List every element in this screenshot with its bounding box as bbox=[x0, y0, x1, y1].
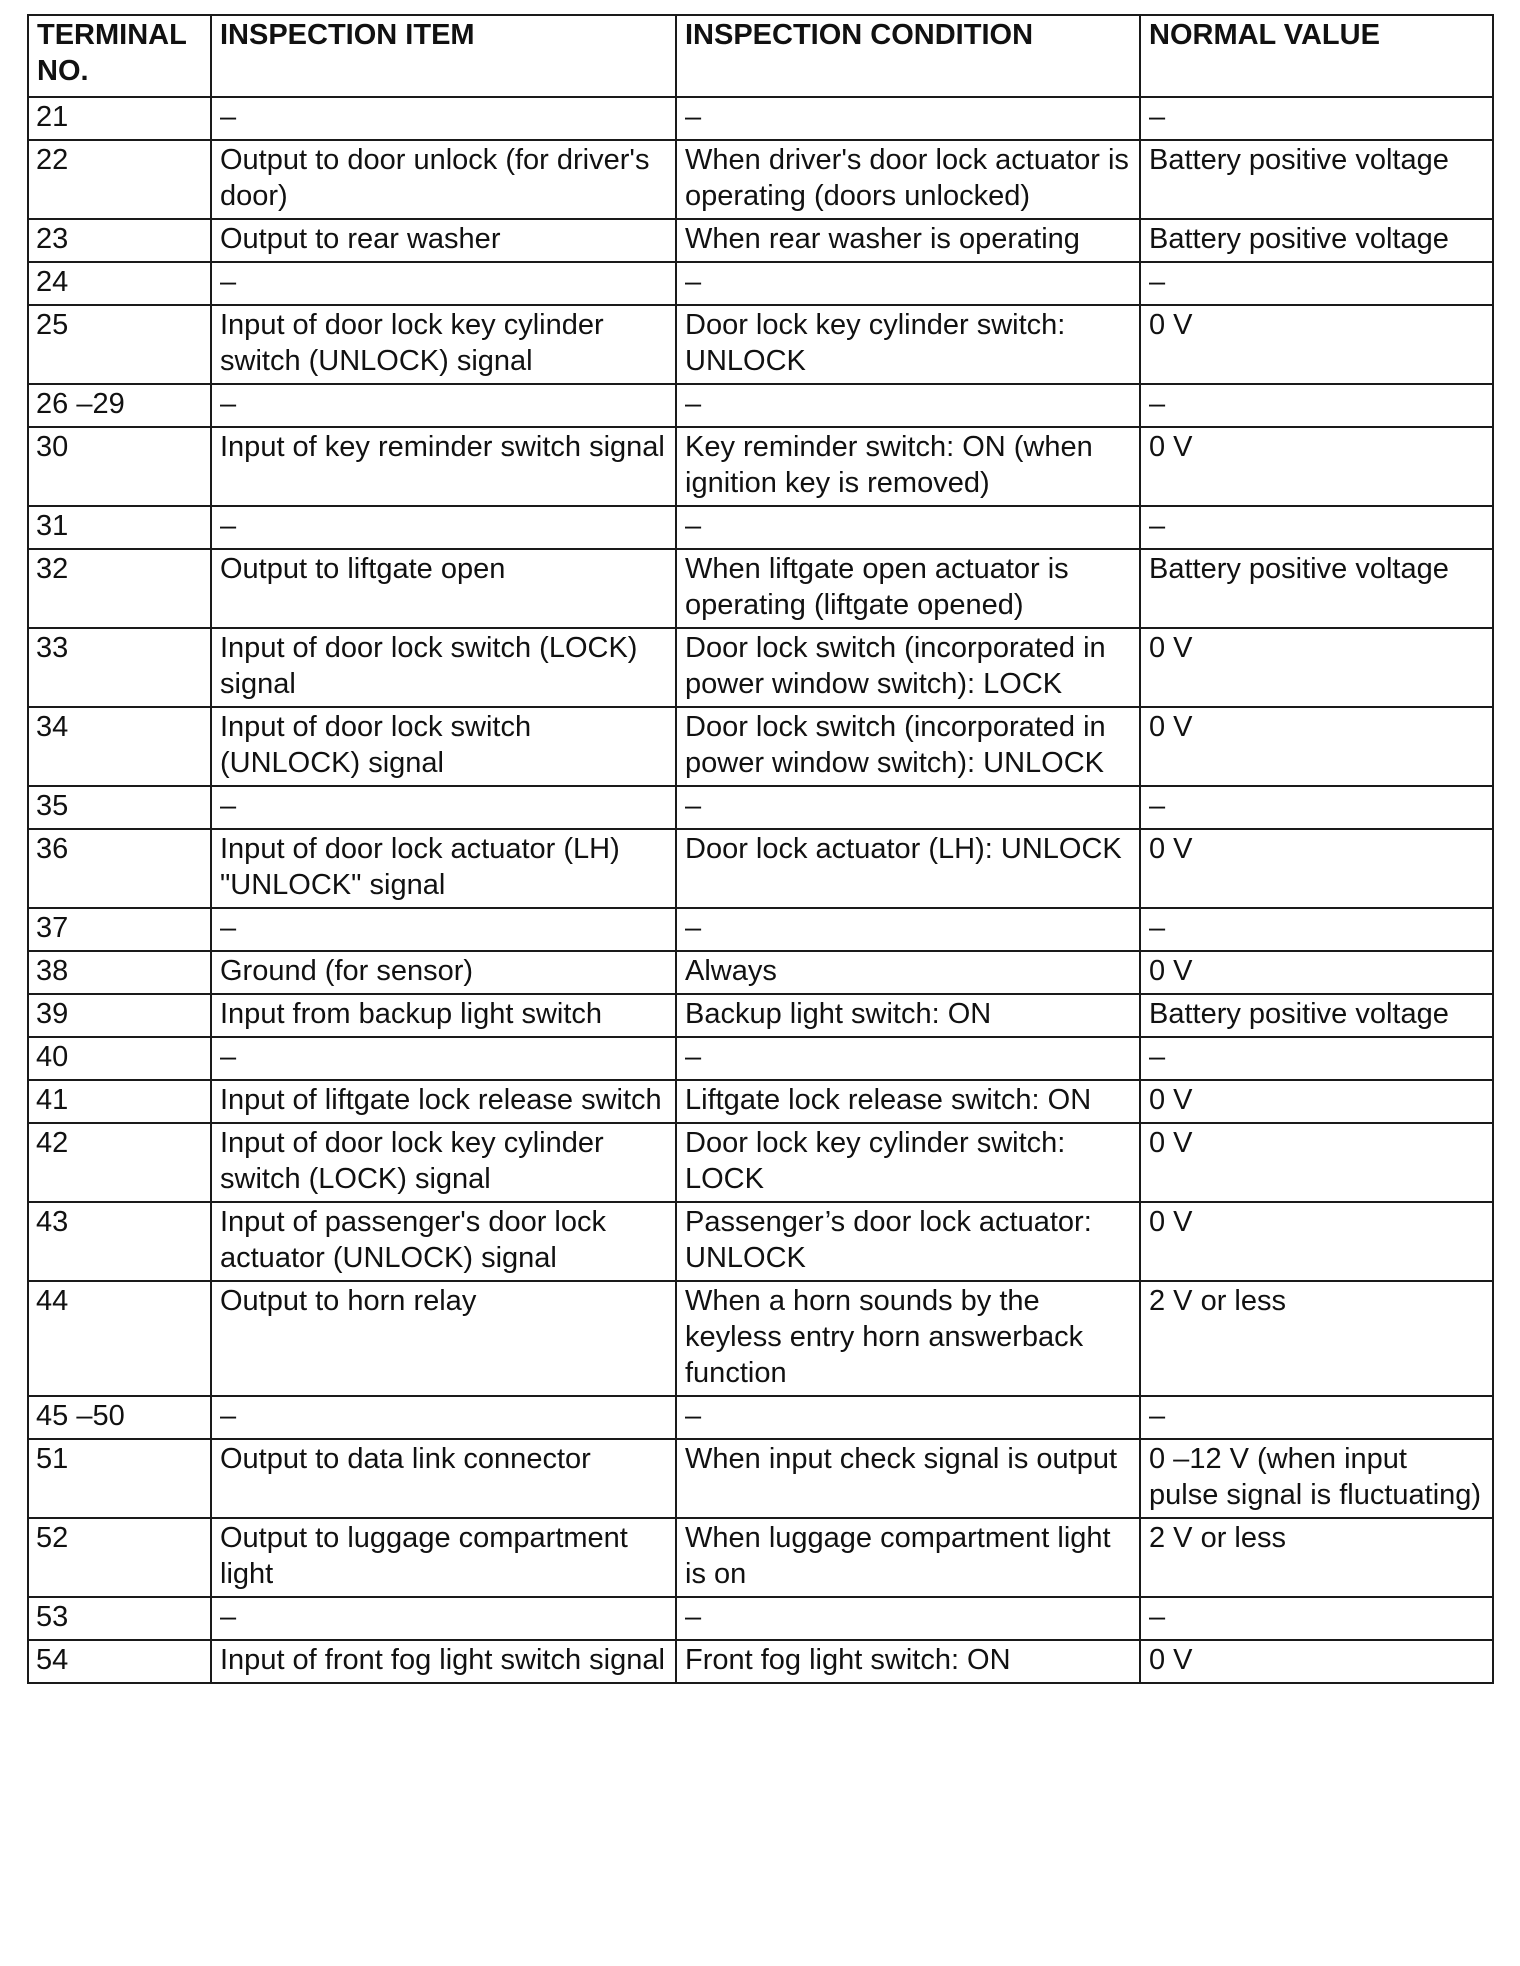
table-body bbox=[28, 97, 1493, 1683]
cell-terminal-no: 31 bbox=[28, 506, 211, 549]
cell-normal-value: 0 V bbox=[1140, 707, 1493, 786]
cell-terminal-no: 52 bbox=[28, 1518, 211, 1597]
cell-inspection-condition: Door lock key cylinder switch: UNLOCK bbox=[676, 305, 1140, 384]
cell-inspection-item: – bbox=[211, 506, 676, 549]
cell-normal-value: – bbox=[1140, 908, 1493, 951]
cell-inspection-condition: Backup light switch: ON bbox=[676, 994, 1140, 1037]
cell-inspection-condition: – bbox=[676, 1396, 1140, 1439]
cell-inspection-condition: Door lock switch (incorporated in power window switch): UNLOCK bbox=[676, 707, 1140, 786]
cell-inspection-condition: Liftgate lock release switch: ON bbox=[676, 1080, 1140, 1123]
cell-normal-value: – bbox=[1140, 384, 1493, 427]
header-normal-value: NORMAL VALUE bbox=[1140, 15, 1493, 97]
cell-terminal-no: 35 bbox=[28, 786, 211, 829]
cell-inspection-condition: Passenger’s door lock actuator: UNLOCK bbox=[676, 1202, 1140, 1281]
cell-inspection-item: Output to door unlock (for driver's door) bbox=[211, 140, 676, 219]
cell-normal-value: 0 V bbox=[1140, 951, 1493, 994]
inspection-table-wrapper bbox=[27, 14, 1492, 1684]
table-row bbox=[28, 1518, 1493, 1597]
cell-normal-value: 0 V bbox=[1140, 1202, 1493, 1281]
cell-inspection-condition: – bbox=[676, 384, 1140, 427]
cell-terminal-no: 26 –29 bbox=[28, 384, 211, 427]
cell-inspection-condition: When rear washer is operating bbox=[676, 219, 1140, 262]
cell-inspection-item: Input of door lock key cylinder switch (LOCK) signal bbox=[211, 1123, 676, 1202]
cell-inspection-condition: When driver's door lock actuator is operating (doors unlocked) bbox=[676, 140, 1140, 219]
cell-inspection-item: – bbox=[211, 1037, 676, 1080]
cell-inspection-condition: – bbox=[676, 1597, 1140, 1640]
cell-inspection-item: – bbox=[211, 384, 676, 427]
cell-terminal-no: 34 bbox=[28, 707, 211, 786]
cell-terminal-no: 38 bbox=[28, 951, 211, 994]
cell-terminal-no: 41 bbox=[28, 1080, 211, 1123]
cell-inspection-condition: – bbox=[676, 97, 1140, 140]
cell-inspection-item: Output to liftgate open bbox=[211, 549, 676, 628]
table-row bbox=[28, 219, 1493, 262]
cell-normal-value: – bbox=[1140, 1396, 1493, 1439]
cell-normal-value: – bbox=[1140, 506, 1493, 549]
cell-inspection-item: – bbox=[211, 908, 676, 951]
table-row bbox=[28, 994, 1493, 1037]
cell-inspection-condition: – bbox=[676, 1037, 1140, 1080]
cell-normal-value: – bbox=[1140, 1597, 1493, 1640]
table-row bbox=[28, 1597, 1493, 1640]
cell-inspection-condition: When input check signal is output bbox=[676, 1439, 1140, 1518]
table-row bbox=[28, 1640, 1493, 1683]
table-row bbox=[28, 506, 1493, 549]
cell-inspection-condition: Always bbox=[676, 951, 1140, 994]
cell-normal-value: – bbox=[1140, 262, 1493, 305]
cell-normal-value: 0 V bbox=[1140, 1080, 1493, 1123]
cell-inspection-item: Ground (for sensor) bbox=[211, 951, 676, 994]
cell-inspection-item: – bbox=[211, 262, 676, 305]
cell-inspection-item: Output to rear washer bbox=[211, 219, 676, 262]
cell-normal-value: – bbox=[1140, 786, 1493, 829]
table-row bbox=[28, 262, 1493, 305]
header-row bbox=[28, 15, 1493, 97]
cell-terminal-no: 53 bbox=[28, 1597, 211, 1640]
cell-normal-value: 0 –12 V (when input pulse signal is fluctuating) bbox=[1140, 1439, 1493, 1518]
table-row bbox=[28, 140, 1493, 219]
cell-normal-value: Battery positive voltage bbox=[1140, 140, 1493, 219]
cell-terminal-no: 42 bbox=[28, 1123, 211, 1202]
cell-inspection-condition: Door lock switch (incorporated in power window switch): LOCK bbox=[676, 628, 1140, 707]
cell-inspection-condition: When luggage compartment light is on bbox=[676, 1518, 1140, 1597]
cell-inspection-item: Input of door lock switch (LOCK) signal bbox=[211, 628, 676, 707]
table-row bbox=[28, 1281, 1493, 1396]
cell-terminal-no: 25 bbox=[28, 305, 211, 384]
cell-terminal-no: 39 bbox=[28, 994, 211, 1037]
cell-terminal-no: 22 bbox=[28, 140, 211, 219]
cell-normal-value: 2 V or less bbox=[1140, 1518, 1493, 1597]
cell-terminal-no: 43 bbox=[28, 1202, 211, 1281]
cell-inspection-condition: – bbox=[676, 262, 1140, 305]
cell-terminal-no: 30 bbox=[28, 427, 211, 506]
cell-inspection-item: Input of key reminder switch signal bbox=[211, 427, 676, 506]
table-row bbox=[28, 549, 1493, 628]
cell-inspection-condition: When a horn sounds by the keyless entry horn answerback function bbox=[676, 1281, 1140, 1396]
cell-inspection-item: Output to luggage compartment light bbox=[211, 1518, 676, 1597]
table-row bbox=[28, 829, 1493, 908]
cell-inspection-condition: – bbox=[676, 506, 1140, 549]
cell-inspection-item: Output to data link connector bbox=[211, 1439, 676, 1518]
header-inspection-item: INSPECTION ITEM bbox=[211, 15, 676, 97]
table-row bbox=[28, 1396, 1493, 1439]
cell-normal-value: 2 V or less bbox=[1140, 1281, 1493, 1396]
table-header bbox=[28, 15, 1493, 97]
cell-normal-value: 0 V bbox=[1140, 305, 1493, 384]
cell-terminal-no: 24 bbox=[28, 262, 211, 305]
cell-normal-value: Battery positive voltage bbox=[1140, 549, 1493, 628]
cell-inspection-item: – bbox=[211, 97, 676, 140]
table-row bbox=[28, 908, 1493, 951]
cell-normal-value: 0 V bbox=[1140, 628, 1493, 707]
cell-normal-value: – bbox=[1140, 1037, 1493, 1080]
cell-normal-value: 0 V bbox=[1140, 1640, 1493, 1683]
table-row bbox=[28, 1123, 1493, 1202]
cell-inspection-item: – bbox=[211, 1396, 676, 1439]
cell-terminal-no: 33 bbox=[28, 628, 211, 707]
table-row bbox=[28, 628, 1493, 707]
cell-terminal-no: 51 bbox=[28, 1439, 211, 1518]
table-row bbox=[28, 305, 1493, 384]
cell-inspection-item: – bbox=[211, 1597, 676, 1640]
cell-normal-value: 0 V bbox=[1140, 427, 1493, 506]
table-row bbox=[28, 951, 1493, 994]
table-row bbox=[28, 97, 1493, 140]
table-row bbox=[28, 1202, 1493, 1281]
cell-inspection-item: Input of door lock key cylinder switch (UNLOCK) signal bbox=[211, 305, 676, 384]
cell-terminal-no: 45 –50 bbox=[28, 1396, 211, 1439]
table-row bbox=[28, 1439, 1493, 1518]
cell-normal-value: Battery positive voltage bbox=[1140, 219, 1493, 262]
table-row bbox=[28, 1080, 1493, 1123]
cell-inspection-item: – bbox=[211, 786, 676, 829]
cell-inspection-condition: When liftgate open actuator is operating (liftgate opened) bbox=[676, 549, 1140, 628]
cell-terminal-no: 54 bbox=[28, 1640, 211, 1683]
table-row bbox=[28, 786, 1493, 829]
cell-normal-value: Battery positive voltage bbox=[1140, 994, 1493, 1037]
table-row bbox=[28, 1037, 1493, 1080]
cell-normal-value: 0 V bbox=[1140, 829, 1493, 908]
cell-inspection-condition: – bbox=[676, 786, 1140, 829]
cell-inspection-condition: Door lock key cylinder switch: LOCK bbox=[676, 1123, 1140, 1202]
cell-inspection-item: Input from backup light switch bbox=[211, 994, 676, 1037]
header-inspection-condition: INSPECTION CONDITION bbox=[676, 15, 1140, 97]
cell-terminal-no: 40 bbox=[28, 1037, 211, 1080]
cell-inspection-item: Output to horn relay bbox=[211, 1281, 676, 1396]
cell-inspection-item: Input of passenger's door lock actuator (UNLOCK) signal bbox=[211, 1202, 676, 1281]
cell-terminal-no: 32 bbox=[28, 549, 211, 628]
cell-inspection-item: Input of liftgate lock release switch bbox=[211, 1080, 676, 1123]
cell-inspection-condition: Key reminder switch: ON (when ignition key is removed) bbox=[676, 427, 1140, 506]
cell-inspection-item: Input of door lock actuator (LH) "UNLOCK" signal bbox=[211, 829, 676, 908]
cell-inspection-item: Input of door lock switch (UNLOCK) signal bbox=[211, 707, 676, 786]
cell-terminal-no: 21 bbox=[28, 97, 211, 140]
cell-inspection-condition: Door lock actuator (LH): UNLOCK bbox=[676, 829, 1140, 908]
cell-terminal-no: 23 bbox=[28, 219, 211, 262]
cell-inspection-item: Input of front fog light switch signal bbox=[211, 1640, 676, 1683]
cell-inspection-condition: – bbox=[676, 908, 1140, 951]
table-row bbox=[28, 427, 1493, 506]
cell-terminal-no: 37 bbox=[28, 908, 211, 951]
header-terminal-no: TERMINAL NO. bbox=[28, 15, 211, 97]
cell-inspection-condition: Front fog light switch: ON bbox=[676, 1640, 1140, 1683]
cell-terminal-no: 36 bbox=[28, 829, 211, 908]
cell-normal-value: 0 V bbox=[1140, 1123, 1493, 1202]
terminal-inspection-table bbox=[27, 14, 1494, 1684]
table-row bbox=[28, 707, 1493, 786]
table-row bbox=[28, 384, 1493, 427]
cell-terminal-no: 44 bbox=[28, 1281, 211, 1396]
cell-normal-value: – bbox=[1140, 97, 1493, 140]
